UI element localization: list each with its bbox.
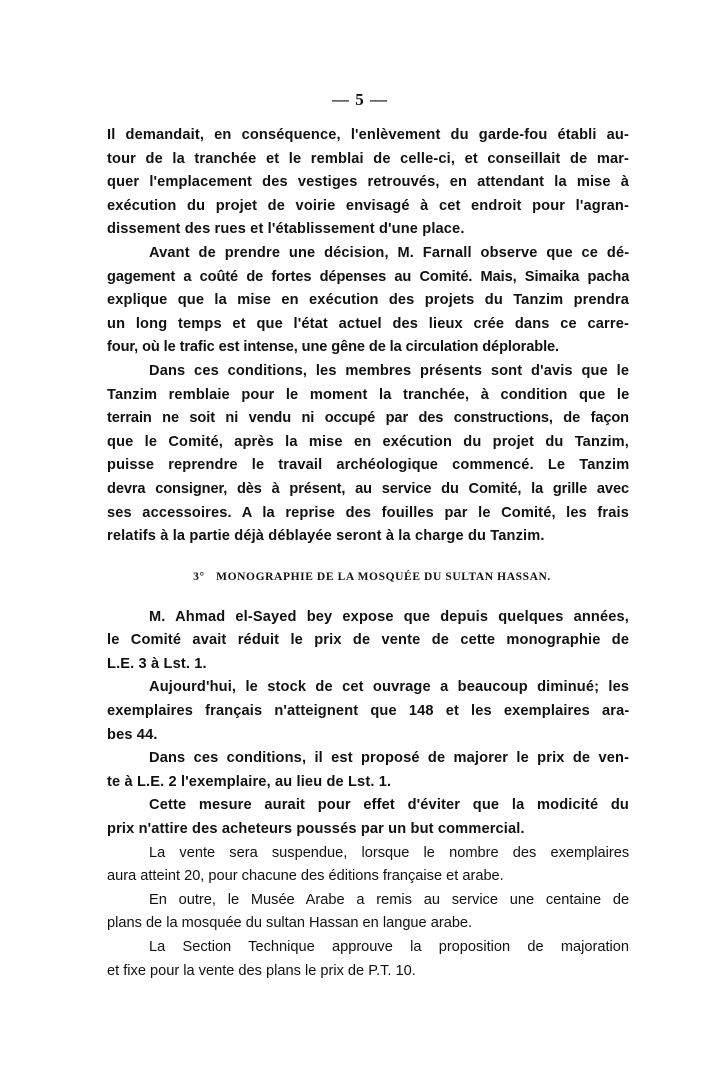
page-number: — 5 — xyxy=(332,90,388,109)
text-line: explique que la mise en exécution des projets du Tanzim prendra xyxy=(107,292,629,309)
text-line: terrain ne soit ni vendu ni occupé par des constructions, de façon xyxy=(107,410,629,427)
text-line: Aujourd'hui, le stock de cet ouvrage a beaucoup diminué; les xyxy=(149,679,630,696)
text-line: La Section Technique approuve la proposition de majoration xyxy=(149,939,629,955)
text-line: Cette mesure aurait pour effet d'éviter que la modicité du xyxy=(149,797,629,814)
paragraph xyxy=(107,842,629,889)
paragraph xyxy=(107,889,629,936)
paragraph xyxy=(107,676,629,747)
text-line: Avant de prendre une décision, M. Farnall observe que ce dé- xyxy=(149,244,630,261)
text-line: exemplaires français n'atteignent que 148 et les exemplaires ara- xyxy=(107,703,630,720)
text-line: puisse reprendre le travail archéologique commencé. Le Tanzim xyxy=(107,457,630,474)
text-line: devra consigner, dès à présent, au service du Comité, la grille avec xyxy=(107,480,629,497)
text-line: exécution du projet de voirie envisagé à cet endroit pour l'agran- xyxy=(107,197,629,214)
text-line: relatifs à la partie déjà déblayée seront à la charge du Tanzim. xyxy=(107,528,545,545)
paragraph xyxy=(107,606,629,677)
text-line: En outre, le Musée Arabe a remis au service une centaine de xyxy=(149,891,630,908)
section-tranchee xyxy=(107,124,629,549)
text-line: prix n'attire des acheteurs poussés par un but commercial. xyxy=(107,821,525,838)
text-line: ses accessoires. A la reprise des fouilles par le Comité, les frais xyxy=(107,504,629,521)
section-title: MONOGRAPHIE DE LA MOSQUÉE DU SULTAN HASSAN. xyxy=(216,570,551,583)
text-line: Dans ces conditions, il est proposé de majorer le prix de ven- xyxy=(149,750,630,767)
paragraph xyxy=(107,794,629,841)
text-line: et fixe pour la vente des plans le prix de P.T. 10. xyxy=(107,962,416,979)
text-line: aura atteint 20, pour chacune des éditions française et arabe. xyxy=(107,868,504,885)
text-line: M. Ahmad el-Sayed bey expose que depuis quelques années, xyxy=(149,608,629,625)
section-heading xyxy=(107,567,629,587)
text-line: te à L.E. 2 l'exemplaire, au lieu de Lst. 1. xyxy=(107,773,392,790)
text-line: plans de la mosquée du sultan Hassan en langue arabe. xyxy=(107,915,473,932)
text-line: Il demandait, en conséquence, l'enlèvement du garde-fou établi au- xyxy=(107,127,629,143)
text-line: dissement des rues et l'établissement d'une place. xyxy=(107,221,465,238)
text-line: Tanzim remblaie pour le moment la tranchée, à condition que le xyxy=(107,386,630,403)
text-line: un long temps et que l'état actuel des lieux crée dans ce carre- xyxy=(107,315,629,332)
text-line: le Comité avait réduit le prix de vente de cette monographie de xyxy=(107,632,630,649)
text-line: L.E. 3 à Lst. 1. xyxy=(107,655,207,672)
text-line: que le Comité, après la mise en exécution du projet du Tanzim, xyxy=(107,433,629,450)
section-monographie xyxy=(107,606,629,984)
text-line: Dans ces conditions, les membres présents sont d'avis que le xyxy=(149,362,630,379)
paragraph xyxy=(107,242,629,360)
paragraph xyxy=(107,936,629,983)
text-line: gagement a coûté de fortes dépenses au Comité. Mais, Simaika pacha xyxy=(107,268,630,285)
paragraph xyxy=(107,747,629,794)
text-line: four, où le trafic est intense, une gêne de la circulation déplorable. xyxy=(107,339,559,356)
document-body xyxy=(107,124,629,983)
text-line: La vente sera suspendue, lorsque le nombre des exemplaires xyxy=(149,844,630,861)
paragraph xyxy=(107,124,629,242)
text-line: bes 44. xyxy=(107,726,158,743)
section-number: 3° xyxy=(193,570,205,583)
text-line: quer l'emplacement des vestiges retrouvés, en attendant la mise à xyxy=(107,174,630,191)
text-line: tour de la tranchée et le remblai de celle-ci, et conseillait de mar- xyxy=(107,150,630,167)
paragraph xyxy=(107,360,629,549)
